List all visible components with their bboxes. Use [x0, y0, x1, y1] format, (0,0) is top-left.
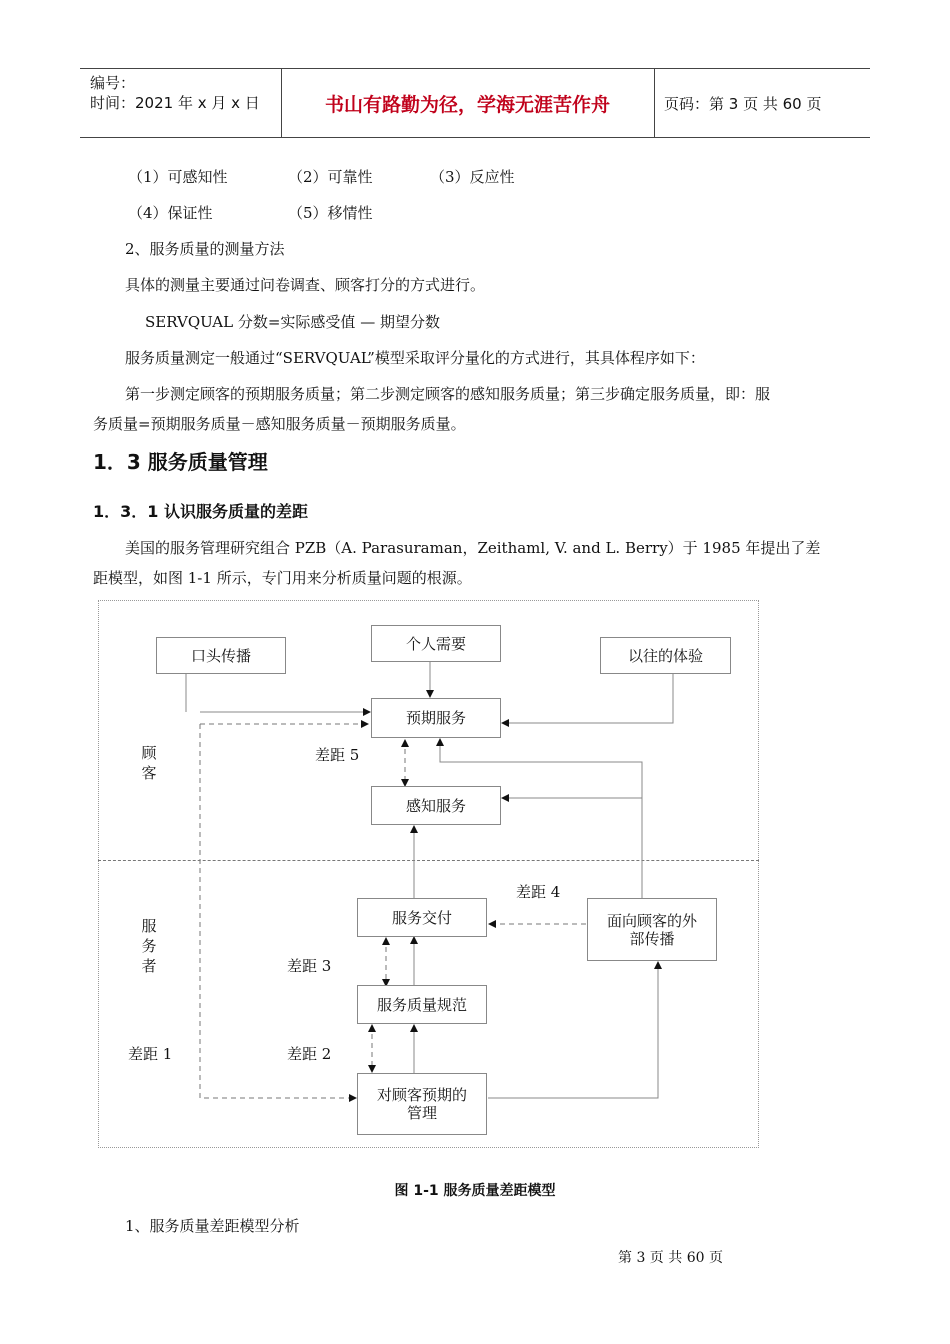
box-word-of-mouth: 口头传播 — [156, 637, 286, 674]
servqual-formula: SERVQUAL 分数=实际感受值 — 期望分数 — [145, 313, 440, 331]
customer-label: 顾客 — [141, 744, 157, 782]
item2-paragraph: 具体的测量主要通过问卷调查、顾客打分的方式进行。 — [125, 276, 486, 294]
item2-paragraph: 第一步测定顾客的预期服务质量；第二步测定顾客的感知服务质量；第三步确定服务质量，即：服 — [125, 385, 771, 403]
box-service-delivery: 服务交付 — [357, 898, 487, 937]
gap-1-label: 差距 1 — [128, 1045, 173, 1063]
dimension-2: （2）可靠性 — [288, 168, 373, 186]
gap-4-label: 差距 4 — [516, 883, 561, 901]
box-perceived-service: 感知服务 — [371, 786, 501, 825]
section-heading: 1．3 服务质量管理 — [93, 450, 268, 474]
gap-3-label: 差距 3 — [287, 957, 332, 975]
subsection-heading: 1．3．1 认识服务质量的差距 — [93, 502, 308, 521]
intro-paragraph: 美国的服务管理研究组合 PZB（A. Parasuraman，Zeithaml, V. and L. Berry）于 1985 年提出了差 — [125, 539, 821, 557]
header-motto: 书山有路勤为径，学海无涯苦作舟 — [324, 93, 610, 116]
dimension-5: （5）移情性 — [288, 204, 373, 222]
header-page-label: 页码：第 3 页 共 60 页 — [664, 95, 822, 113]
dimension-1: （1）可感知性 — [128, 168, 228, 186]
box-external-communication: 面向顾客的外部传播 — [587, 898, 717, 961]
bottom-item-title: 1、服务质量差距模型分析 — [125, 1217, 300, 1235]
header-time-label: 时间：2021 年 x 月 x 日 — [90, 94, 260, 112]
gap-5-label: 差距 5 — [315, 746, 360, 764]
intro-paragraph: 距模型，如图 1-1 所示，专门用来分析质量问题的根源。 — [93, 569, 472, 587]
provider-label: 服务者 — [141, 917, 157, 975]
box-personal-needs: 个人需要 — [371, 625, 501, 662]
gap-connector — [200, 724, 356, 1098]
box-management-perception: 对顾客预期的管理 — [357, 1073, 487, 1135]
box-quality-specifications: 服务质量规范 — [357, 985, 487, 1024]
item2-title: 2、服务质量的测量方法 — [125, 240, 285, 258]
dimension-3: （3）反应性 — [430, 168, 515, 186]
dimension-4: （4）保证性 — [128, 204, 213, 222]
figure-caption: 图 1-1 服务质量差距模型 — [394, 1183, 556, 1199]
gap-2-label: 差距 2 — [287, 1045, 332, 1063]
box-expected-service: 预期服务 — [371, 698, 501, 738]
item2-paragraph: 务质量=预期服务质量－感知服务质量－预期服务质量。 — [93, 415, 466, 433]
box-past-experience: 以往的体验 — [600, 637, 731, 674]
connector-line — [502, 674, 673, 723]
connector-line — [488, 962, 658, 1098]
item2-paragraph: 服务质量测定一般通过“SERVQUAL”模型采取评分量化的方式进行，其具体程序如下： — [125, 349, 705, 367]
header-number-label: 编号： — [90, 74, 136, 92]
page-footer: 第 3 页 共 60 页 — [618, 1250, 723, 1266]
